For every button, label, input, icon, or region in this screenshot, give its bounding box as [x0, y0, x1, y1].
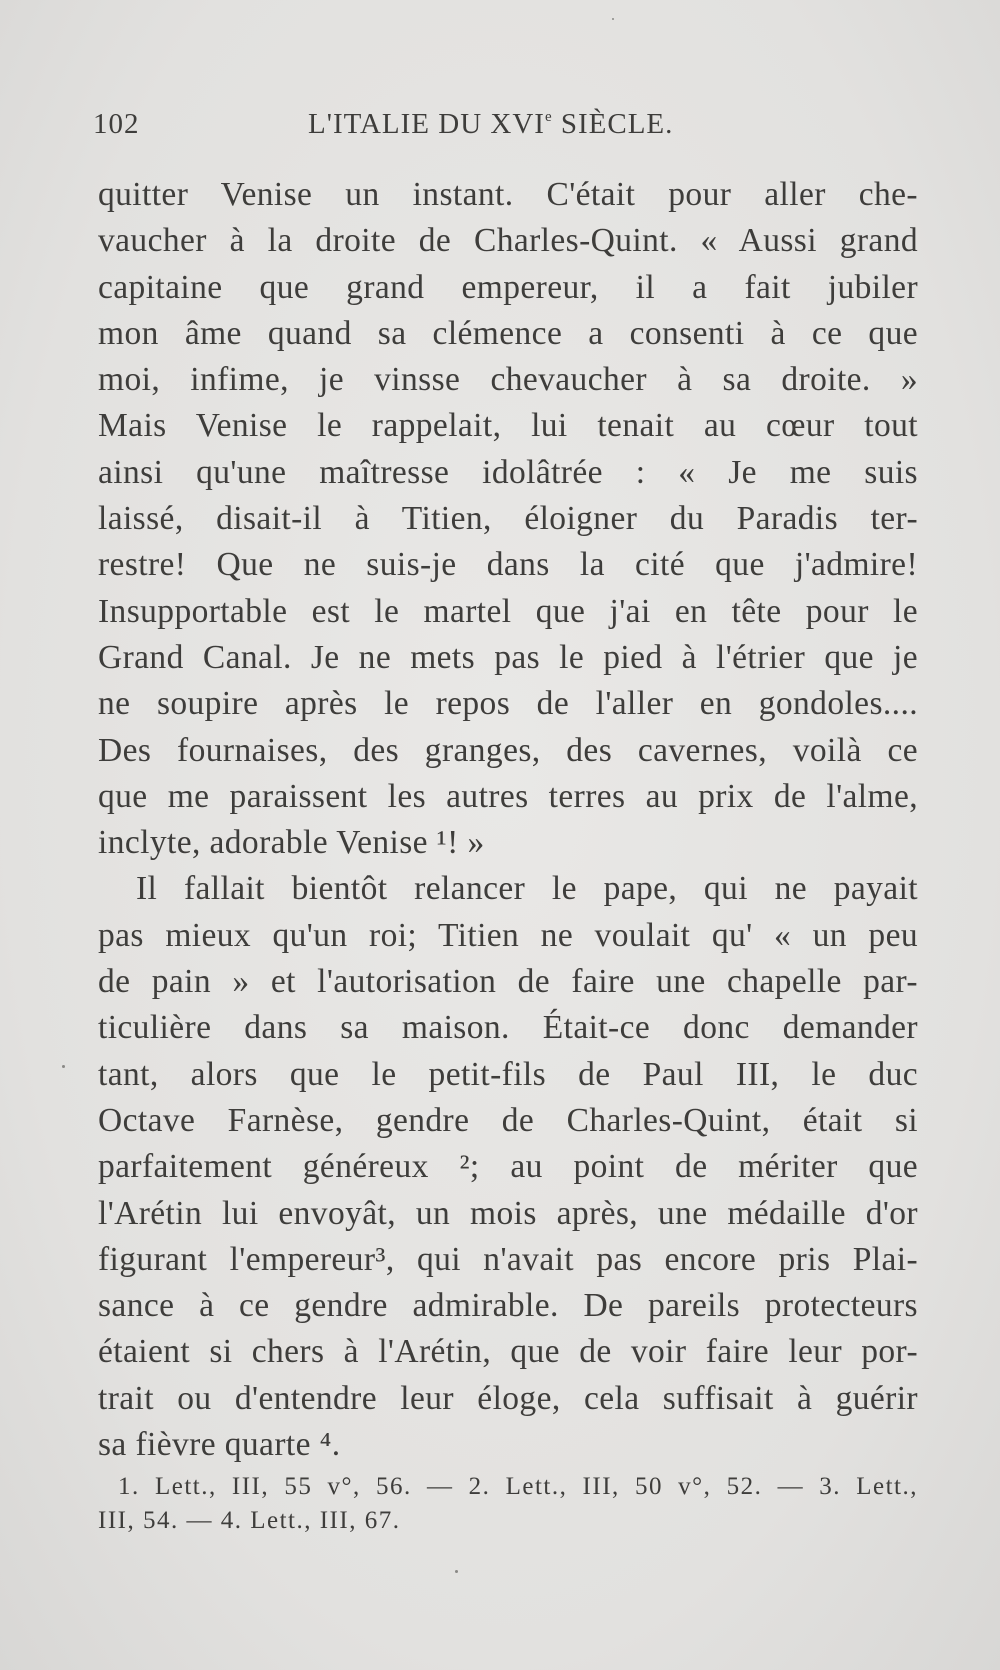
text-line: capitaine que grand empereur, il a fait jubiler	[98, 268, 918, 306]
footnote-line: III, 54. — 4. Lett., III, 67.	[98, 1507, 401, 1534]
text-line: parfaitement généreux ²; au point de mériter que	[98, 1148, 918, 1186]
text-line: inclyte, adorable Venise ¹! »	[98, 824, 485, 862]
text-line: quitter Venise un instant. C'était pour aller che-	[98, 176, 918, 213]
text-line: Insupportable est le martel que j'ai en tête pour le	[98, 592, 918, 630]
body-text	[98, 172, 918, 1468]
text-line: figurant l'empereur³, qui n'avait pas encore pris Plai-	[98, 1240, 918, 1278]
text-line: que me paraissent les autres terres au prix de l'alme,	[98, 777, 918, 815]
paper-speck	[62, 1065, 65, 1068]
text-line: moi, infime, je vinsse chevaucher à sa droite. »	[98, 361, 918, 399]
text-line: ne soupire après le repos de l'aller en gondoles....	[98, 685, 918, 723]
text-line: restre! Que ne suis-je dans la cité que j'admire!	[98, 546, 918, 584]
text-line: pas mieux qu'un roi; Titien ne voulait qu' « un peu	[98, 916, 918, 954]
text-line: ticulière dans sa maison. Était-ce donc demander	[98, 1009, 918, 1047]
running-title-end: SIÈCLE.	[552, 108, 674, 140]
text-line: mon âme quand sa clémence a consenti à ce que	[98, 314, 918, 352]
text-line: Il fallait bientôt relancer le pape, qui ne payait	[136, 870, 918, 908]
paper-speck	[612, 18, 614, 20]
text-line: de pain » et l'autorisation de faire une chapelle par-	[98, 963, 918, 1001]
text-line: sance à ce gendre admirable. De pareils protecteurs	[98, 1287, 918, 1325]
text-line: Grand Canal. Je ne mets pas le pied à l'étrier que je	[98, 638, 918, 676]
running-header	[93, 108, 916, 148]
text-line: tant, alors que le petit-fils de Paul III, le duc	[98, 1055, 918, 1093]
page-number: 102	[93, 108, 140, 140]
text-line: trait ou d'entendre leur éloge, cela suffisait à guérir	[98, 1379, 918, 1417]
text-line: laissé, disait-il à Titien, éloigner du Paradis ter-	[98, 500, 918, 538]
text-line: Mais Venise le rappelait, lui tenait au cœur tout	[98, 407, 918, 445]
paper-speck	[455, 1570, 458, 1573]
text-line: sa fièvre quarte ⁴.	[98, 1426, 341, 1464]
text-line: vaucher à la droite de Charles-Quint. « Aussi grand	[98, 222, 918, 260]
footnote-line: 1. Lett., III, 55 v°, 56. — 2. Lett., III, 50 v°, 52. — 3. Lett.,	[118, 1473, 918, 1500]
footnotes	[98, 1470, 918, 1538]
running-title	[308, 108, 673, 141]
text-line: l'Arétin lui envoyât, un mois après, une médaille d'or	[98, 1194, 918, 1232]
running-title-main: L'ITALIE DU XVI	[308, 108, 545, 140]
text-line: Des fournaises, des granges, des cavernes, voilà ce	[98, 731, 918, 769]
text-line: étaient si chers à l'Arétin, que de voir faire leur por-	[98, 1333, 918, 1371]
running-title-superscript: e	[544, 109, 553, 125]
text-line: Octave Farnèse, gendre de Charles-Quint, était si	[98, 1101, 918, 1139]
text-line: ainsi qu'une maîtresse idolâtrée : « Je me suis	[98, 453, 918, 491]
